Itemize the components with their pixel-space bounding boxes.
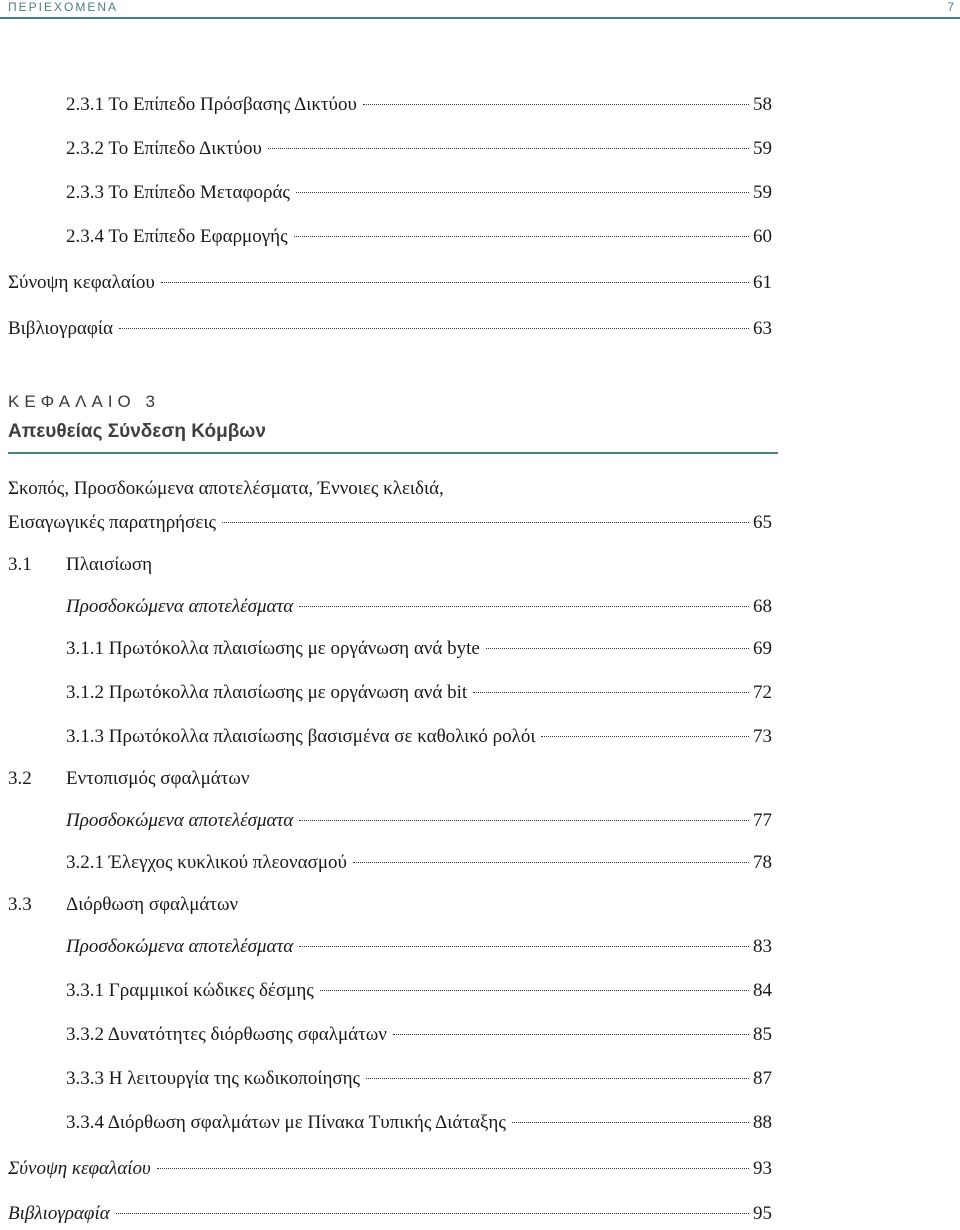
chapter-label: ΚΕΦΑΛΑΙΟ 3 [8, 392, 160, 411]
toc-entry-page: 61 [753, 272, 772, 293]
toc-entry-page: 73 [753, 726, 772, 747]
section-number: 3.3 [8, 894, 32, 915]
toc-entry-title: 3.3.2 Δυνατότητες διόρθωσης σφαλμάτων [66, 1024, 387, 1045]
toc-entry[interactable] [8, 1154, 772, 1184]
dot-leader [296, 192, 749, 193]
toc-entry[interactable] [66, 1020, 772, 1050]
section-heading[interactable] [8, 890, 238, 920]
toc-entry-page: 95 [753, 1203, 772, 1224]
toc-entry[interactable] [66, 134, 772, 164]
toc-entry-title: 2.3.3 Το Επίπεδο Μεταφοράς [66, 182, 290, 203]
toc-entry[interactable] [66, 1064, 772, 1094]
toc-entry-page: 69 [753, 638, 772, 659]
toc-entry[interactable] [66, 90, 772, 120]
toc-entry-page: 65 [753, 512, 772, 533]
toc-entry[interactable] [66, 1108, 772, 1138]
toc-entry-page: 77 [753, 810, 772, 831]
toc-entry-page: 59 [753, 182, 772, 203]
toc-entry-page: 68 [753, 596, 772, 617]
toc-entry-page: 58 [753, 94, 772, 115]
toc-entry-title: 3.1.2 Πρωτόκολλα πλαισίωσης με οργάνωση ανά bit [66, 682, 468, 703]
toc-entry-page: 60 [753, 226, 772, 247]
toc-entry-title: 3.1.3 Πρωτόκολλα πλαισίωσης βασισμένα σε καθολικό ρολόι [66, 726, 536, 747]
dot-leader [363, 104, 749, 105]
toc-entry[interactable] [66, 722, 772, 752]
toc-entry-title: 2.3.4 Το Επίπεδο Εφαρμογής [66, 226, 288, 247]
toc-entry-page: 63 [753, 318, 772, 339]
section-number: 3.1 [8, 554, 32, 575]
toc-entry[interactable] [66, 178, 772, 208]
dot-leader [366, 1078, 749, 1079]
toc-entry-title: 3.3.4 Διόρθωση σφαλμάτων με Πίνακα Τυπικής Διάταξης [66, 1112, 506, 1133]
dot-leader [299, 820, 749, 821]
dot-leader [393, 1034, 749, 1035]
running-title: ΠΕΡΙΕΧΟΜΕΝΑ [8, 0, 119, 14]
toc-entry[interactable] [66, 976, 772, 1006]
toc-entry-title: Προσδοκώμενα αποτελέσματα [66, 810, 294, 831]
section-title: Εντοπισμός σφαλμάτων [66, 768, 250, 789]
dot-leader [320, 990, 749, 991]
toc-entry-title: Βιβλιογραφία [8, 1203, 110, 1224]
toc-entry-page: 84 [753, 980, 772, 1001]
toc-entry-page: 85 [753, 1024, 772, 1045]
dot-leader [116, 1213, 749, 1214]
toc-entry-title: 2.3.1 Το Επίπεδο Πρόσβασης Δικτύου [66, 94, 357, 115]
toc-entry-title: Σύνοψη κεφαλαίου [8, 1158, 151, 1179]
dot-leader [299, 946, 749, 947]
dot-leader [222, 522, 749, 523]
dot-leader [512, 1122, 749, 1123]
dot-leader [473, 692, 749, 693]
toc-entry-title: 3.3.1 Γραμμικοί κώδικες δέσμης [66, 980, 314, 1001]
toc-entry-title: 3.2.1 Έλεγχος κυκλικού πλεονασμού [66, 852, 347, 873]
toc-entry-title: Βιβλιογραφία [8, 318, 113, 339]
toc-entry-title: 3.3.3 Η λειτουργία της κωδικοποίησης [66, 1068, 361, 1089]
toc-entry-intro[interactable] [8, 508, 772, 538]
toc-entry[interactable] [66, 848, 772, 878]
toc-entry-page: 78 [753, 852, 772, 873]
toc-entry-page: 87 [753, 1068, 772, 1089]
toc-entry[interactable] [66, 678, 772, 708]
toc-entry[interactable] [8, 268, 772, 298]
toc-entry[interactable] [66, 592, 772, 622]
toc-entry[interactable] [66, 932, 772, 962]
toc-entry-title: Προσδοκώμενα αποτελέσματα [66, 596, 294, 617]
toc-entry[interactable] [66, 222, 772, 252]
dot-leader [161, 282, 749, 283]
dot-leader [294, 236, 749, 237]
chapter-intro-line: Σκοπός, Προσδοκώμενα αποτελέσματα, Έννοιες κλειδιά, [8, 478, 444, 499]
toc-entry[interactable] [8, 314, 772, 344]
toc-entry-page: 59 [753, 138, 772, 159]
section-heading[interactable] [8, 550, 152, 580]
chapter-rule [8, 452, 778, 454]
section-title: Πλαισίωση [66, 554, 153, 575]
dot-leader [541, 736, 749, 737]
toc-entry-title: Προσδοκώμενα αποτελέσματα [66, 936, 294, 957]
toc-entry-title: 3.1.1 Πρωτόκολλα πλαισίωσης με οργάνωση ανά byte [66, 638, 480, 659]
toc-entry[interactable] [66, 806, 772, 836]
dot-leader [353, 862, 749, 863]
toc-entry-page: 93 [753, 1158, 772, 1179]
toc-entry-page: 83 [753, 936, 772, 957]
dot-leader [119, 328, 749, 329]
running-header [0, 0, 960, 20]
dot-leader [157, 1168, 749, 1169]
chapter-title[interactable]: Απευθείας Σύνδεση Κόμβων [8, 421, 266, 442]
toc-entry-title: Σύνοψη κεφαλαίου [8, 272, 155, 293]
toc-entry-page: 88 [753, 1112, 772, 1133]
header-rule [0, 17, 960, 19]
section-heading[interactable] [8, 764, 250, 794]
toc-entry[interactable] [8, 1199, 772, 1229]
dot-leader [486, 648, 749, 649]
dot-leader [299, 606, 749, 607]
dot-leader [268, 148, 749, 149]
toc-entry-page: 72 [753, 682, 772, 703]
section-title: Διόρθωση σφαλμάτων [66, 894, 239, 915]
section-number: 3.2 [8, 768, 32, 789]
page-number: 7 [947, 0, 954, 14]
toc-entry[interactable] [66, 634, 772, 664]
toc-entry-title: Εισαγωγικές παρατηρήσεις [8, 512, 216, 533]
toc-entry-title: 2.3.2 Το Επίπεδο Δικτύου [66, 138, 262, 159]
